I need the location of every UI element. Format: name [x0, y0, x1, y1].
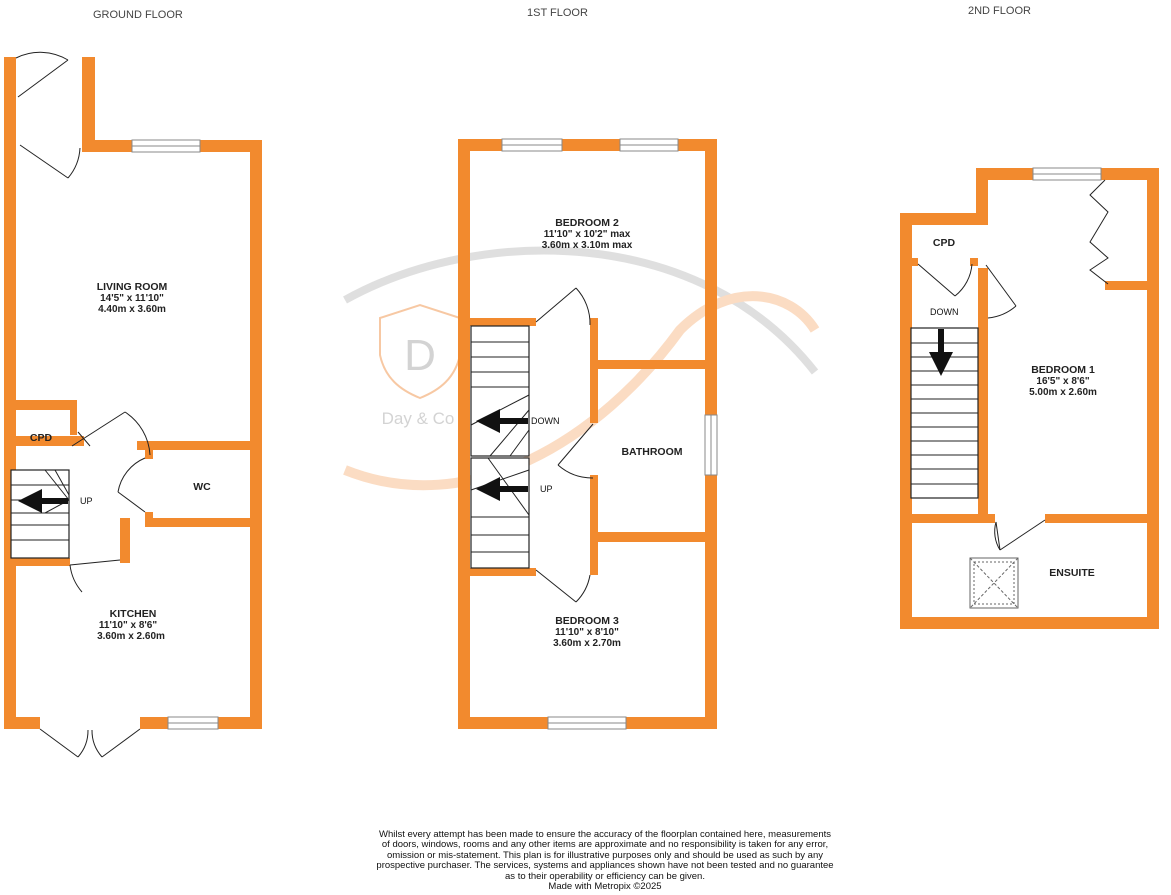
- kitchen-name: KITCHEN: [109, 608, 157, 620]
- cpd-second-name: CPD: [932, 237, 956, 249]
- second-floor-windows: [1033, 168, 1101, 180]
- disclaimer-line: as to their operability or efficiency can be given.: [505, 870, 705, 882]
- bedroom3-metric: 3.60m x 2.70m: [553, 638, 621, 649]
- first-down-label: DOWN: [531, 416, 560, 426]
- first-floor-stairs: [471, 326, 529, 568]
- first-up-label: UP: [540, 484, 553, 494]
- disclaimer-line: of doors, windows, rooms and any other items are approximate and no responsibility is taken for any error,: [381, 839, 829, 851]
- watermark-letter: D: [404, 331, 436, 380]
- bedroom1-imperial: 16'5" x 8'6": [1036, 376, 1090, 387]
- bedroom1-metric: 5.00m x 2.60m: [1029, 387, 1097, 398]
- disclaimer-line: Whilst every attempt has been made to ensure the accuracy of the floorplan contained here, measurements: [378, 829, 832, 840]
- disclaimer: [365, 830, 845, 892]
- bedroom2-imperial: 11'10" x 10'2" max: [543, 229, 631, 240]
- bedroom3-imperial: 11'10" x 8'10": [555, 627, 619, 638]
- second-down-label: DOWN: [930, 307, 959, 317]
- watermark: [345, 251, 815, 486]
- watermark-name: Day & Co: [381, 409, 455, 428]
- ground-floor-title: GROUND FLOOR: [93, 9, 183, 21]
- second-floor-title: 2ND FLOOR: [968, 5, 1031, 17]
- disclaimer-line: prospective purchaser. The services, systems and appliances shown have not been tested and no guarantee: [376, 860, 834, 872]
- disclaimer-line: omission or mis-statement. This plan is for illustrative purposes only and should be used as such by any: [387, 849, 823, 861]
- kitchen-imperial: 11'10" x 8'6": [98, 620, 158, 631]
- first-floor-title: 1ST FLOOR: [527, 7, 588, 19]
- wc-name: WC: [193, 481, 211, 493]
- cpd-ground-name: CPD: [29, 432, 53, 444]
- bathroom-name: BATHROOM: [621, 446, 683, 458]
- ground-up-label: UP: [80, 496, 93, 506]
- ensuite-name: ENSUITE: [1049, 567, 1095, 579]
- ground-floor-stairs: [11, 470, 69, 558]
- kitchen-metric: 3.60m x 2.60m: [97, 631, 165, 642]
- disclaimer-credit: Made with Metropix ©2025: [548, 881, 662, 893]
- living-room-imperial: 14'5" x 11'10": [100, 293, 164, 304]
- bedroom1-name: BEDROOM 1: [1031, 364, 1095, 376]
- second-floor-stairs: [911, 328, 978, 498]
- bedroom3-name: BEDROOM 3: [555, 615, 619, 627]
- bedroom2-name: BEDROOM 2: [555, 217, 619, 229]
- bedroom2-metric: 3.60m x 3.10m max: [541, 240, 633, 251]
- living-room-name: LIVING ROOM: [96, 281, 168, 293]
- skylight-icon: [970, 558, 1018, 608]
- living-room-metric: 4.40m x 3.60m: [98, 304, 166, 315]
